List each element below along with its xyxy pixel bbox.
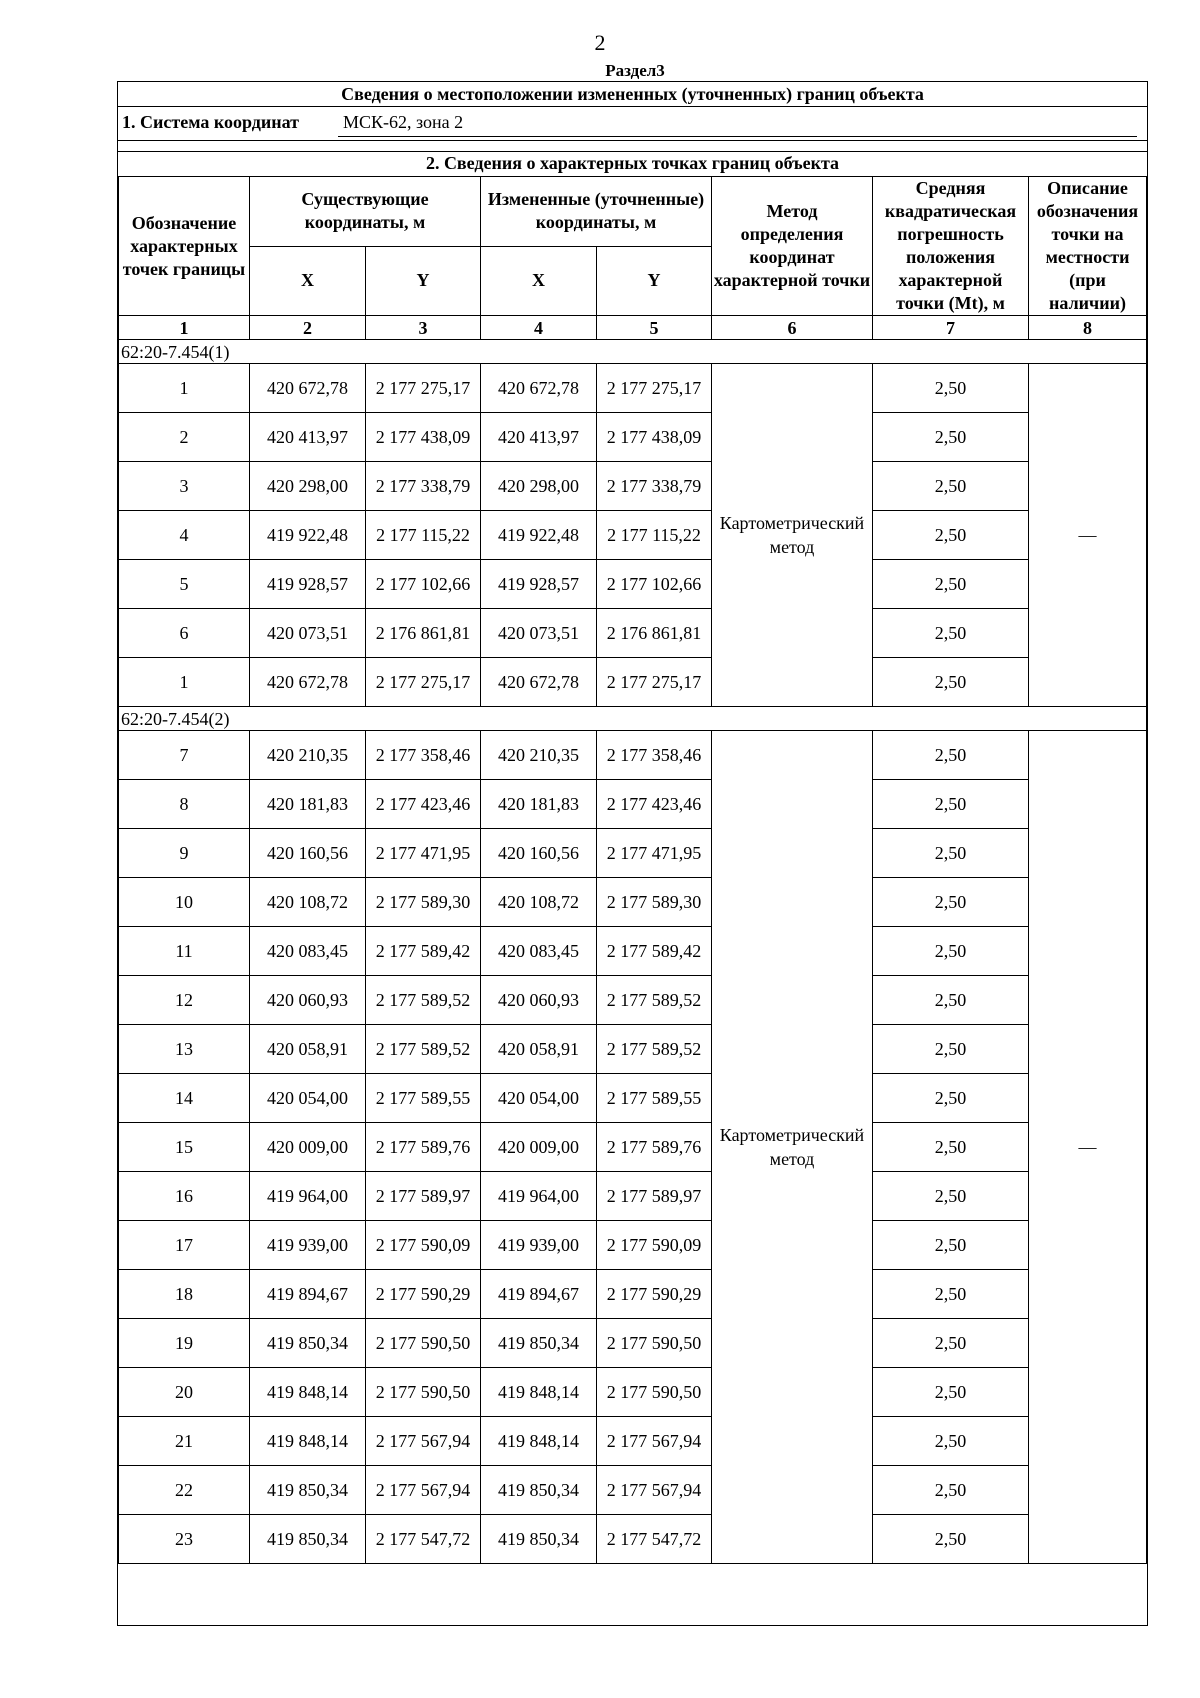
table-row [119,1172,1147,1221]
table-row [119,364,1147,413]
header-changed-coords: Измененные (уточненные) координаты, м [481,177,712,247]
points-title: 2. Сведения о характерных точках границ объекта [118,151,1147,175]
y-changed-cell: 2 177 590,50 [597,1368,712,1417]
accuracy-cell: 2,50 [873,1417,1029,1466]
y-changed-cell: 2 177 471,95 [597,829,712,878]
point-cell: 19 [119,1319,250,1368]
header-y-changed: Y [597,246,712,316]
x-existing-cell: 420 060,93 [250,976,366,1025]
y-changed-cell: 2 177 589,76 [597,1123,712,1172]
accuracy-cell: 2,50 [873,731,1029,780]
table-row [119,1123,1147,1172]
points-table [118,176,1147,1564]
accuracy-cell: 2,50 [873,1368,1029,1417]
coord-system-label: 1. Система координат [122,112,299,132]
point-cell: 22 [119,1466,250,1515]
x-changed-cell: 419 964,00 [481,1172,597,1221]
table-row [119,1270,1147,1319]
x-changed-cell: 420 060,93 [481,976,597,1025]
accuracy-cell: 2,50 [873,1319,1029,1368]
accuracy-cell: 2,50 [873,829,1029,878]
column-number: 1 [119,316,250,340]
x-existing-cell: 420 009,00 [250,1123,366,1172]
y-changed-cell: 2 177 590,50 [597,1319,712,1368]
underline [338,136,1137,137]
point-cell: 11 [119,927,250,976]
header-description: Описание обозначения точки на местности (при наличии) [1029,177,1147,316]
table-row [119,1025,1147,1074]
y-changed-cell: 2 177 423,46 [597,780,712,829]
x-existing-cell: 420 413,97 [250,413,366,462]
table-row [119,1417,1147,1466]
y-existing-cell: 2 177 102,66 [366,560,481,609]
accuracy-cell: 2,50 [873,927,1029,976]
accuracy-cell: 2,50 [873,560,1029,609]
table-row [119,927,1147,976]
x-existing-cell: 420 672,78 [250,364,366,413]
group-row [119,340,1147,364]
y-changed-cell: 2 177 589,97 [597,1172,712,1221]
column-number: 4 [481,316,597,340]
x-existing-cell: 419 848,14 [250,1417,366,1466]
x-changed-cell: 419 928,57 [481,560,597,609]
y-changed-cell: 2 177 567,94 [597,1417,712,1466]
description-cell: — [1029,731,1147,1564]
x-changed-cell: 419 848,14 [481,1368,597,1417]
table-row [119,780,1147,829]
y-existing-cell: 2 177 338,79 [366,462,481,511]
y-existing-cell: 2 177 590,50 [366,1319,481,1368]
table-row [119,829,1147,878]
table-row [119,511,1147,560]
y-existing-cell: 2 177 423,46 [366,780,481,829]
y-changed-cell: 2 177 590,29 [597,1270,712,1319]
x-existing-cell: 420 083,45 [250,927,366,976]
group-name: 62:20-7.454(1) [119,340,1147,364]
y-existing-cell: 2 177 275,17 [366,364,481,413]
x-changed-cell: 419 850,34 [481,1515,597,1564]
accuracy-cell: 2,50 [873,976,1029,1025]
x-changed-cell: 420 009,00 [481,1123,597,1172]
accuracy-cell: 2,50 [873,1221,1029,1270]
point-cell: 3 [119,462,250,511]
x-changed-cell: 420 413,97 [481,413,597,462]
accuracy-cell: 2,50 [873,1123,1029,1172]
x-changed-cell: 419 848,14 [481,1417,597,1466]
y-existing-cell: 2 177 590,50 [366,1368,481,1417]
header-accuracy: Средняя квадратическая погрешность положения характерной точки (Mt), м [873,177,1029,316]
document-frame [117,81,1148,1626]
y-changed-cell: 2 177 589,55 [597,1074,712,1123]
y-existing-cell: 2 177 590,09 [366,1221,481,1270]
section-title: Раздел3 [605,61,665,80]
y-changed-cell: 2 177 438,09 [597,413,712,462]
points-table-body [119,177,1147,1564]
x-changed-cell: 420 210,35 [481,731,597,780]
header-row [119,177,1147,247]
x-existing-cell: 420 108,72 [250,878,366,927]
y-existing-cell: 2 177 358,46 [366,731,481,780]
main-title: Сведения о местоположении измененных (уточненных) границ объекта [118,82,1147,107]
y-changed-cell: 2 176 861,81 [597,609,712,658]
x-existing-cell: 420 160,56 [250,829,366,878]
header-existing-coords: Существующие координаты, м [250,177,481,247]
point-cell: 9 [119,829,250,878]
y-existing-cell: 2 177 589,76 [366,1123,481,1172]
x-existing-cell: 420 210,35 [250,731,366,780]
table-row [119,731,1147,780]
y-existing-cell: 2 176 861,81 [366,609,481,658]
accuracy-cell: 2,50 [873,413,1029,462]
y-changed-cell: 2 177 589,52 [597,1025,712,1074]
y-existing-cell: 2 177 115,22 [366,511,481,560]
y-existing-cell: 2 177 590,29 [366,1270,481,1319]
point-cell: 4 [119,511,250,560]
x-changed-cell: 419 939,00 [481,1221,597,1270]
x-changed-cell: 420 672,78 [481,364,597,413]
header-point: Обозначение характерных точек границы [119,177,250,316]
x-changed-cell: 420 160,56 [481,829,597,878]
description-cell: — [1029,364,1147,707]
point-cell: 8 [119,780,250,829]
y-changed-cell: 2 177 338,79 [597,462,712,511]
column-number-row [119,316,1147,340]
table-row [119,560,1147,609]
y-changed-cell: 2 177 589,30 [597,878,712,927]
y-changed-cell: 2 177 358,46 [597,731,712,780]
x-changed-cell: 419 850,34 [481,1319,597,1368]
x-existing-cell: 420 058,91 [250,1025,366,1074]
table-row [119,1515,1147,1564]
point-cell: 14 [119,1074,250,1123]
point-cell: 2 [119,413,250,462]
point-cell: 18 [119,1270,250,1319]
x-changed-cell: 420 108,72 [481,878,597,927]
table-row [119,878,1147,927]
accuracy-cell: 2,50 [873,658,1029,707]
accuracy-cell: 2,50 [873,878,1029,927]
point-cell: 1 [119,658,250,707]
point-cell: 13 [119,1025,250,1074]
x-existing-cell: 419 922,48 [250,511,366,560]
point-cell: 6 [119,609,250,658]
table-row [119,1368,1147,1417]
y-existing-cell: 2 177 547,72 [366,1515,481,1564]
x-existing-cell: 420 073,51 [250,609,366,658]
y-existing-cell: 2 177 471,95 [366,829,481,878]
x-changed-cell: 420 181,83 [481,780,597,829]
y-existing-cell: 2 177 589,55 [366,1074,481,1123]
table-row [119,462,1147,511]
column-number: 5 [597,316,712,340]
point-cell: 5 [119,560,250,609]
page-number: 2 [594,30,606,55]
table-row [119,609,1147,658]
x-existing-cell: 419 939,00 [250,1221,366,1270]
accuracy-cell: 2,50 [873,780,1029,829]
y-changed-cell: 2 177 547,72 [597,1515,712,1564]
accuracy-cell: 2,50 [873,1270,1029,1319]
coord-system-value: МСК-62, зона 2 [343,112,464,132]
point-cell: 16 [119,1172,250,1221]
group-name: 62:20-7.454(2) [119,707,1147,731]
x-existing-cell: 419 928,57 [250,560,366,609]
y-changed-cell: 2 177 102,66 [597,560,712,609]
y-existing-cell: 2 177 567,94 [366,1466,481,1515]
point-cell: 1 [119,364,250,413]
y-changed-cell: 2 177 275,17 [597,364,712,413]
x-changed-cell: 420 058,91 [481,1025,597,1074]
column-number: 2 [250,316,366,340]
y-existing-cell: 2 177 589,97 [366,1172,481,1221]
y-changed-cell: 2 177 589,52 [597,976,712,1025]
x-existing-cell: 419 894,67 [250,1270,366,1319]
x-existing-cell: 420 298,00 [250,462,366,511]
header-method: Метод определения координат характерной точки [712,177,873,316]
x-changed-cell: 420 298,00 [481,462,597,511]
x-existing-cell: 419 848,14 [250,1368,366,1417]
y-existing-cell: 2 177 589,52 [366,1025,481,1074]
point-cell: 17 [119,1221,250,1270]
y-changed-cell: 2 177 590,09 [597,1221,712,1270]
point-cell: 20 [119,1368,250,1417]
table-row [119,1319,1147,1368]
accuracy-cell: 2,50 [873,1466,1029,1515]
accuracy-cell: 2,50 [873,1172,1029,1221]
x-changed-cell: 420 054,00 [481,1074,597,1123]
x-changed-cell: 420 073,51 [481,609,597,658]
x-existing-cell: 420 672,78 [250,658,366,707]
y-changed-cell: 2 177 275,17 [597,658,712,707]
x-changed-cell: 420 083,45 [481,927,597,976]
accuracy-cell: 2,50 [873,1515,1029,1564]
method-cell: Картометрический метод [712,731,873,1564]
x-existing-cell: 419 850,34 [250,1319,366,1368]
table-row [119,976,1147,1025]
x-existing-cell: 419 850,34 [250,1515,366,1564]
header-x-changed: X [481,246,597,316]
y-changed-cell: 2 177 115,22 [597,511,712,560]
table-row [119,413,1147,462]
point-cell: 10 [119,878,250,927]
y-existing-cell: 2 177 589,42 [366,927,481,976]
coord-system-row [118,107,1147,141]
y-existing-cell: 2 177 589,52 [366,976,481,1025]
x-existing-cell: 420 181,83 [250,780,366,829]
x-existing-cell: 419 850,34 [250,1466,366,1515]
y-changed-cell: 2 177 567,94 [597,1466,712,1515]
header-y-existing: Y [366,246,481,316]
column-number: 6 [712,316,873,340]
y-existing-cell: 2 177 438,09 [366,413,481,462]
x-changed-cell: 419 894,67 [481,1270,597,1319]
table-row [119,1221,1147,1270]
column-number: 7 [873,316,1029,340]
accuracy-cell: 2,50 [873,1025,1029,1074]
accuracy-cell: 2,50 [873,511,1029,560]
column-number: 3 [366,316,481,340]
header-x-existing: X [250,246,366,316]
x-changed-cell: 420 672,78 [481,658,597,707]
column-number: 8 [1029,316,1147,340]
accuracy-cell: 2,50 [873,609,1029,658]
point-cell: 7 [119,731,250,780]
x-existing-cell: 420 054,00 [250,1074,366,1123]
y-changed-cell: 2 177 589,42 [597,927,712,976]
table-row [119,1074,1147,1123]
y-existing-cell: 2 177 275,17 [366,658,481,707]
accuracy-cell: 2,50 [873,1074,1029,1123]
table-row [119,1466,1147,1515]
point-cell: 15 [119,1123,250,1172]
method-cell: Картометрический метод [712,364,873,707]
point-cell: 12 [119,976,250,1025]
group-row [119,707,1147,731]
x-changed-cell: 419 850,34 [481,1466,597,1515]
table-row [119,658,1147,707]
x-existing-cell: 419 964,00 [250,1172,366,1221]
point-cell: 21 [119,1417,250,1466]
x-changed-cell: 419 922,48 [481,511,597,560]
accuracy-cell: 2,50 [873,462,1029,511]
y-existing-cell: 2 177 567,94 [366,1417,481,1466]
point-cell: 23 [119,1515,250,1564]
accuracy-cell: 2,50 [873,364,1029,413]
y-existing-cell: 2 177 589,30 [366,878,481,927]
